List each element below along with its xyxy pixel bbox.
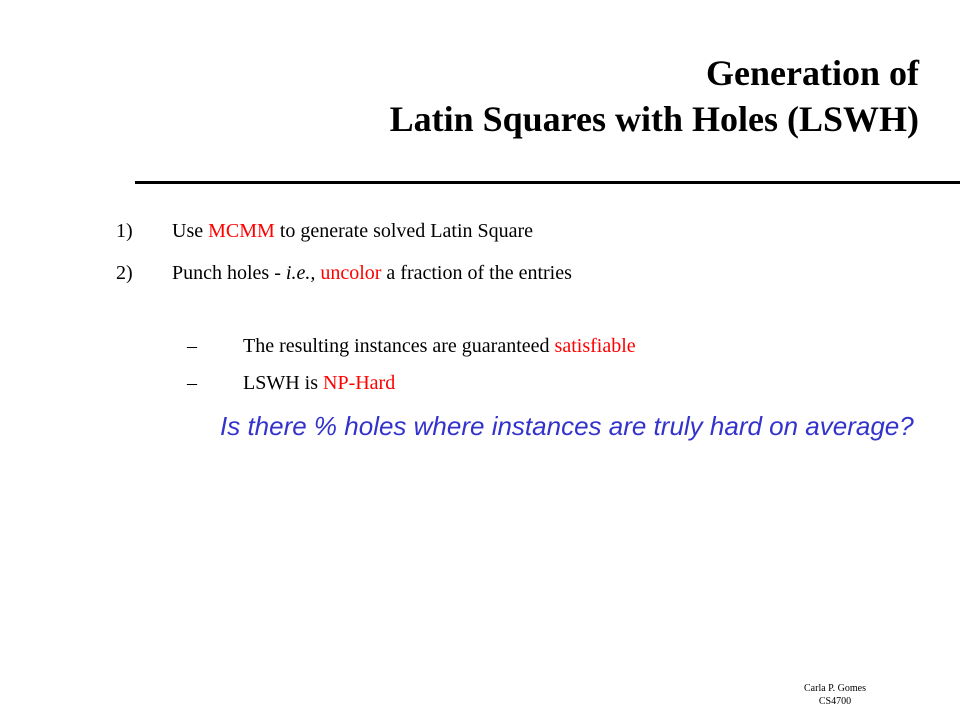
- step-1-highlight: MCMM: [208, 220, 275, 242]
- step-1-text-post: to generate solved Latin Square: [274, 220, 534, 242]
- step-1: [116, 219, 533, 243]
- step-2-number: 2): [116, 262, 133, 284]
- step-2-italic: i.e.,: [285, 262, 316, 284]
- step-1-number: 1): [116, 220, 133, 242]
- title-line-1: Generation of: [706, 53, 919, 93]
- subpoint-1-text: The resulting instances are guaranteed: [243, 335, 555, 357]
- step-2: [116, 261, 572, 285]
- subpoint-1: [187, 334, 636, 358]
- footer-author: Carla P. Gomes: [804, 683, 866, 694]
- subpoint-2-dash: –: [187, 372, 197, 394]
- step-1-text-pre: Use: [172, 220, 209, 242]
- slide-title: [390, 50, 919, 142]
- subpoint-2-highlight: NP-Hard: [323, 372, 396, 394]
- step-2-text-pre: Punch holes -: [172, 262, 286, 284]
- subpoint-1-highlight: satisfiable: [554, 335, 636, 357]
- subpoint-2-text: LSWH is: [243, 372, 323, 394]
- step-2-text-post: a fraction of the entries: [381, 262, 572, 284]
- subpoint-2: [187, 371, 395, 395]
- subpoint-1-dash: –: [187, 335, 197, 357]
- step-2-highlight: uncolor: [320, 262, 382, 284]
- research-question: Is there % holes where instances are truly hard on average?: [220, 411, 914, 441]
- title-divider: [135, 181, 960, 184]
- footer-credit: [790, 682, 880, 708]
- footer-course: CS4700: [818, 696, 852, 707]
- title-line-2: Latin Squares with Holes (LSWH): [389, 99, 919, 139]
